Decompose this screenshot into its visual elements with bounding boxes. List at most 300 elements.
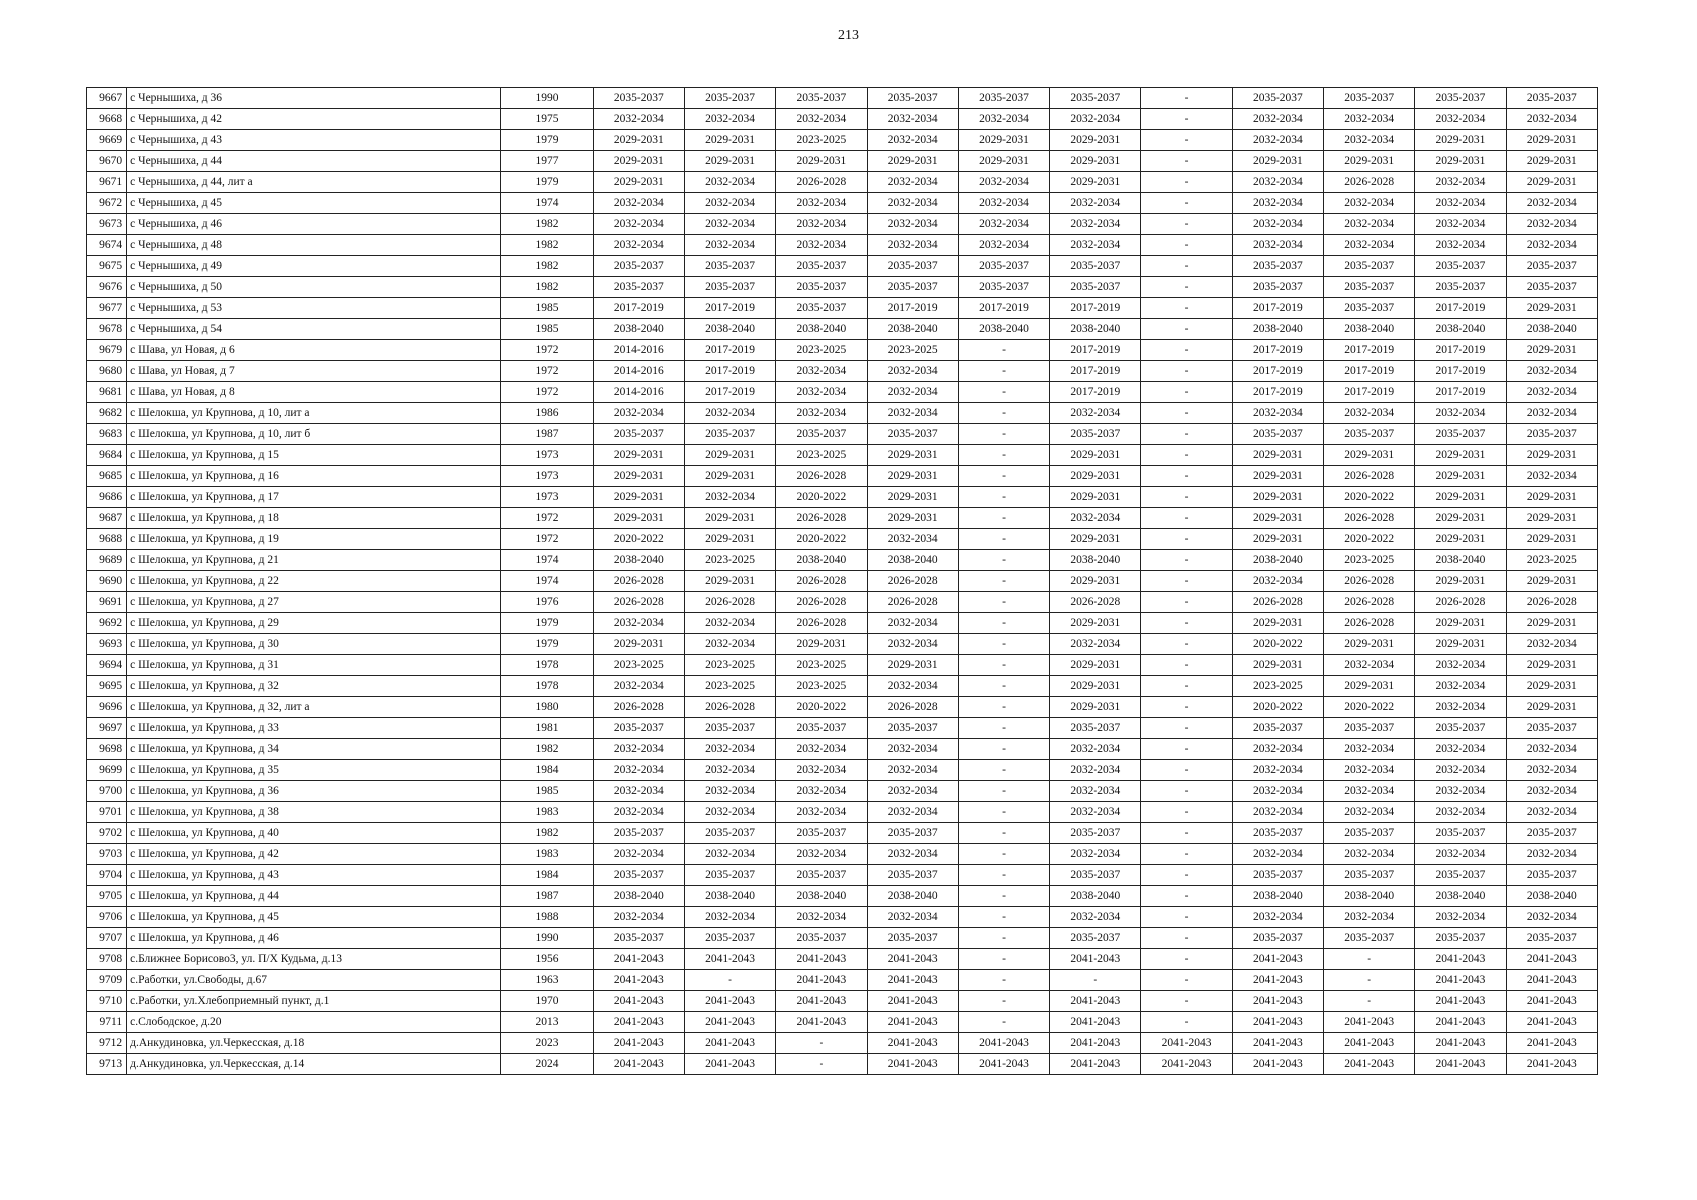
- cell-period-1: 2032-2034: [593, 781, 684, 802]
- cell-address: с Шелокша, ул Крупнова, д 19: [127, 529, 501, 550]
- cell-row-number: 9705: [87, 886, 127, 907]
- cell-period-10: 2032-2034: [1415, 907, 1506, 928]
- cell-address: с Шелокша, ул Крупнова, д 31: [127, 655, 501, 676]
- cell-period-6: 2032-2034: [1050, 634, 1141, 655]
- cell-period-2: 2032-2034: [684, 109, 775, 130]
- cell-period-9: 2026-2028: [1324, 613, 1415, 634]
- cell-period-1: 2017-2019: [593, 298, 684, 319]
- cell-period-9: 2032-2034: [1324, 403, 1415, 424]
- cell-period-9: 2029-2031: [1324, 445, 1415, 466]
- cell-period-10: 2041-2043: [1415, 1012, 1506, 1033]
- cell-period-2: 2032-2034: [684, 193, 775, 214]
- cell-period-7: -: [1141, 550, 1232, 571]
- cell-period-6: 2035-2037: [1050, 88, 1141, 109]
- cell-period-9: 2035-2037: [1324, 865, 1415, 886]
- cell-row-number: 9708: [87, 949, 127, 970]
- cell-period-8: 2032-2034: [1232, 739, 1323, 760]
- cell-period-3: 2032-2034: [776, 907, 867, 928]
- table-row: [87, 1054, 1598, 1075]
- table-row: [87, 130, 1598, 151]
- cell-period-11: 2035-2037: [1506, 718, 1597, 739]
- cell-period-8: 2032-2034: [1232, 403, 1323, 424]
- cell-period-5: 2029-2031: [958, 151, 1049, 172]
- cell-row-number: 9707: [87, 928, 127, 949]
- cell-period-6: 2032-2034: [1050, 193, 1141, 214]
- cell-period-3: 2035-2037: [776, 277, 867, 298]
- cell-period-7: -: [1141, 529, 1232, 550]
- cell-period-5: -: [958, 991, 1049, 1012]
- cell-period-5: -: [958, 781, 1049, 802]
- cell-period-7: -: [1141, 718, 1232, 739]
- cell-period-3: 2026-2028: [776, 466, 867, 487]
- cell-period-1: 2041-2043: [593, 991, 684, 1012]
- cell-address: с Шелокша, ул Крупнова, д 10, лит а: [127, 403, 501, 424]
- cell-year: 1986: [501, 403, 593, 424]
- cell-row-number: 9688: [87, 529, 127, 550]
- cell-period-10: 2038-2040: [1415, 319, 1506, 340]
- cell-period-11: 2041-2043: [1506, 1033, 1597, 1054]
- cell-period-9: 2017-2019: [1324, 361, 1415, 382]
- cell-period-10: 2041-2043: [1415, 949, 1506, 970]
- cell-period-10: 2032-2034: [1415, 760, 1506, 781]
- cell-period-8: 2035-2037: [1232, 88, 1323, 109]
- cell-period-8: 2041-2043: [1232, 1054, 1323, 1075]
- cell-period-5: -: [958, 697, 1049, 718]
- cell-period-2: 2032-2034: [684, 781, 775, 802]
- cell-period-5: 2035-2037: [958, 256, 1049, 277]
- cell-year: 1979: [501, 172, 593, 193]
- cell-year: 1973: [501, 466, 593, 487]
- cell-period-7: -: [1141, 1012, 1232, 1033]
- cell-year: 1982: [501, 256, 593, 277]
- cell-period-5: -: [958, 739, 1049, 760]
- cell-year: 1978: [501, 655, 593, 676]
- cell-row-number: 9673: [87, 214, 127, 235]
- cell-period-6: 2029-2031: [1050, 613, 1141, 634]
- cell-period-1: 2026-2028: [593, 697, 684, 718]
- cell-period-9: 2032-2034: [1324, 193, 1415, 214]
- cell-period-7: -: [1141, 88, 1232, 109]
- cell-address: с Чернышиха, д 46: [127, 214, 501, 235]
- cell-period-2: 2041-2043: [684, 991, 775, 1012]
- cell-period-8: 2032-2034: [1232, 907, 1323, 928]
- cell-period-3: 2026-2028: [776, 508, 867, 529]
- cell-period-9: 2029-2031: [1324, 634, 1415, 655]
- cell-period-8: 2029-2031: [1232, 487, 1323, 508]
- cell-period-1: 2041-2043: [593, 949, 684, 970]
- cell-period-3: 2020-2022: [776, 697, 867, 718]
- cell-year: 1972: [501, 529, 593, 550]
- cell-period-1: 2035-2037: [593, 823, 684, 844]
- cell-period-10: 2032-2034: [1415, 193, 1506, 214]
- cell-period-8: 2035-2037: [1232, 718, 1323, 739]
- cell-period-1: 2014-2016: [593, 361, 684, 382]
- cell-period-10: 2041-2043: [1415, 1033, 1506, 1054]
- cell-year: 1972: [501, 340, 593, 361]
- cell-period-1: 2035-2037: [593, 277, 684, 298]
- cell-period-11: 2041-2043: [1506, 1054, 1597, 1075]
- cell-address: с Шелокша, ул Крупнова, д 22: [127, 571, 501, 592]
- cell-year: 1982: [501, 823, 593, 844]
- table-row: [87, 844, 1598, 865]
- table-row: [87, 949, 1598, 970]
- cell-period-1: 2029-2031: [593, 172, 684, 193]
- cell-row-number: 9686: [87, 487, 127, 508]
- cell-period-1: 2029-2031: [593, 445, 684, 466]
- cell-period-6: -: [1050, 970, 1141, 991]
- cell-period-1: 2032-2034: [593, 760, 684, 781]
- cell-period-7: -: [1141, 256, 1232, 277]
- cell-year: 1973: [501, 487, 593, 508]
- cell-address: д.Анкудиновка, ул.Черкесская, д.14: [127, 1054, 501, 1075]
- table-row: [87, 634, 1598, 655]
- cell-period-2: 2035-2037: [684, 277, 775, 298]
- cell-period-3: 2026-2028: [776, 571, 867, 592]
- cell-row-number: 9685: [87, 466, 127, 487]
- cell-period-11: 2032-2034: [1506, 781, 1597, 802]
- cell-period-1: 2032-2034: [593, 214, 684, 235]
- cell-period-5: 2035-2037: [958, 88, 1049, 109]
- cell-year: 1972: [501, 361, 593, 382]
- cell-period-5: -: [958, 361, 1049, 382]
- cell-period-9: 2035-2037: [1324, 88, 1415, 109]
- cell-period-9: 2032-2034: [1324, 235, 1415, 256]
- page-number: 213: [838, 28, 859, 43]
- table-row: [87, 739, 1598, 760]
- cell-period-1: 2029-2031: [593, 130, 684, 151]
- cell-period-11: 2032-2034: [1506, 193, 1597, 214]
- cell-period-9: 2026-2028: [1324, 592, 1415, 613]
- cell-period-8: 2032-2034: [1232, 571, 1323, 592]
- cell-period-2: 2035-2037: [684, 718, 775, 739]
- cell-period-1: 2032-2034: [593, 403, 684, 424]
- cell-address: с Шелокша, ул Крупнова, д 36: [127, 781, 501, 802]
- cell-period-5: -: [958, 382, 1049, 403]
- cell-row-number: 9693: [87, 634, 127, 655]
- cell-period-1: 2038-2040: [593, 886, 684, 907]
- table-row: [87, 403, 1598, 424]
- cell-period-7: -: [1141, 466, 1232, 487]
- cell-period-10: 2029-2031: [1415, 613, 1506, 634]
- cell-period-4: 2032-2034: [867, 361, 958, 382]
- cell-row-number: 9697: [87, 718, 127, 739]
- cell-period-7: 2041-2043: [1141, 1054, 1232, 1075]
- cell-period-4: 2035-2037: [867, 823, 958, 844]
- cell-period-11: 2035-2037: [1506, 256, 1597, 277]
- cell-period-9: 2035-2037: [1324, 298, 1415, 319]
- cell-period-5: 2032-2034: [958, 214, 1049, 235]
- cell-row-number: 9700: [87, 781, 127, 802]
- cell-period-7: -: [1141, 970, 1232, 991]
- cell-period-10: 2017-2019: [1415, 298, 1506, 319]
- cell-address: с Чернышиха, д 49: [127, 256, 501, 277]
- cell-period-1: 2035-2037: [593, 718, 684, 739]
- cell-period-4: 2029-2031: [867, 151, 958, 172]
- cell-period-9: 2032-2034: [1324, 214, 1415, 235]
- cell-address: с Шелокша, ул Крупнова, д 15: [127, 445, 501, 466]
- cell-period-11: 2032-2034: [1506, 739, 1597, 760]
- cell-period-2: 2032-2034: [684, 403, 775, 424]
- cell-period-11: 2029-2031: [1506, 130, 1597, 151]
- cell-row-number: 9678: [87, 319, 127, 340]
- cell-period-9: 2029-2031: [1324, 676, 1415, 697]
- cell-period-5: 2035-2037: [958, 277, 1049, 298]
- cell-period-8: 2029-2031: [1232, 508, 1323, 529]
- cell-period-10: 2029-2031: [1415, 487, 1506, 508]
- cell-row-number: 9674: [87, 235, 127, 256]
- cell-period-4: 2032-2034: [867, 382, 958, 403]
- cell-period-7: -: [1141, 361, 1232, 382]
- cell-period-7: -: [1141, 634, 1232, 655]
- cell-period-6: 2032-2034: [1050, 844, 1141, 865]
- cell-period-10: 2032-2034: [1415, 844, 1506, 865]
- cell-period-6: 2029-2031: [1050, 466, 1141, 487]
- cell-period-1: 2014-2016: [593, 382, 684, 403]
- cell-period-8: 2035-2037: [1232, 865, 1323, 886]
- cell-period-11: 2032-2034: [1506, 802, 1597, 823]
- cell-period-6: 2038-2040: [1050, 886, 1141, 907]
- cell-row-number: 9706: [87, 907, 127, 928]
- cell-period-3: 2032-2034: [776, 382, 867, 403]
- cell-period-4: 2041-2043: [867, 1054, 958, 1075]
- cell-period-2: 2035-2037: [684, 865, 775, 886]
- table-row: [87, 445, 1598, 466]
- cell-period-1: 2035-2037: [593, 865, 684, 886]
- cell-period-9: 2026-2028: [1324, 466, 1415, 487]
- cell-year: 1983: [501, 802, 593, 823]
- table-row: [87, 550, 1598, 571]
- cell-period-3: -: [776, 1033, 867, 1054]
- cell-period-7: -: [1141, 151, 1232, 172]
- cell-period-11: 2041-2043: [1506, 970, 1597, 991]
- cell-period-2: 2029-2031: [684, 466, 775, 487]
- table-row: [87, 151, 1598, 172]
- cell-period-7: -: [1141, 655, 1232, 676]
- cell-year: 1982: [501, 235, 593, 256]
- cell-period-7: -: [1141, 424, 1232, 445]
- cell-year: 1985: [501, 298, 593, 319]
- cell-period-1: 2014-2016: [593, 340, 684, 361]
- cell-year: 2013: [501, 1012, 593, 1033]
- cell-period-6: 2029-2031: [1050, 529, 1141, 550]
- cell-period-3: 2035-2037: [776, 928, 867, 949]
- cell-period-5: -: [958, 844, 1049, 865]
- cell-address: с Чернышиха, д 44: [127, 151, 501, 172]
- cell-period-11: 2035-2037: [1506, 823, 1597, 844]
- cell-period-10: 2035-2037: [1415, 424, 1506, 445]
- cell-address: с Шелокша, ул Крупнова, д 34: [127, 739, 501, 760]
- cell-period-4: 2026-2028: [867, 592, 958, 613]
- cell-address: с Чернышиха, д 44, лит а: [127, 172, 501, 193]
- cell-period-7: -: [1141, 109, 1232, 130]
- cell-period-11: 2032-2034: [1506, 403, 1597, 424]
- cell-row-number: 9676: [87, 277, 127, 298]
- cell-period-4: 2026-2028: [867, 697, 958, 718]
- cell-period-3: 2026-2028: [776, 613, 867, 634]
- table-row: [87, 802, 1598, 823]
- cell-address: с Шелокша, ул Крупнова, д 32: [127, 676, 501, 697]
- cell-period-2: 2017-2019: [684, 382, 775, 403]
- cell-period-5: -: [958, 403, 1049, 424]
- cell-row-number: 9667: [87, 88, 127, 109]
- cell-period-10: 2035-2037: [1415, 823, 1506, 844]
- cell-period-7: -: [1141, 949, 1232, 970]
- cell-period-5: -: [958, 508, 1049, 529]
- cell-address: с Шелокша, ул Крупнова, д 43: [127, 865, 501, 886]
- cell-period-4: 2035-2037: [867, 928, 958, 949]
- cell-period-5: -: [958, 445, 1049, 466]
- cell-period-9: 2032-2034: [1324, 760, 1415, 781]
- cell-address: с Шелокша, ул Крупнова, д 16: [127, 466, 501, 487]
- cell-period-11: 2029-2031: [1506, 172, 1597, 193]
- cell-period-3: 2035-2037: [776, 88, 867, 109]
- cell-row-number: 9699: [87, 760, 127, 781]
- cell-period-1: 2035-2037: [593, 88, 684, 109]
- cell-period-2: 2032-2034: [684, 235, 775, 256]
- cell-period-7: -: [1141, 844, 1232, 865]
- cell-period-3: 2032-2034: [776, 802, 867, 823]
- cell-period-11: 2029-2031: [1506, 697, 1597, 718]
- cell-period-6: 2035-2037: [1050, 823, 1141, 844]
- cell-period-10: 2032-2034: [1415, 214, 1506, 235]
- cell-period-2: 2035-2037: [684, 928, 775, 949]
- cell-period-5: -: [958, 886, 1049, 907]
- cell-period-11: 2035-2037: [1506, 277, 1597, 298]
- cell-period-5: 2029-2031: [958, 130, 1049, 151]
- cell-period-4: 2029-2031: [867, 487, 958, 508]
- cell-period-8: 2029-2031: [1232, 466, 1323, 487]
- cell-period-8: 2038-2040: [1232, 319, 1323, 340]
- cell-row-number: 9713: [87, 1054, 127, 1075]
- cell-address: с Шелокша, ул Крупнова, д 10, лит б: [127, 424, 501, 445]
- cell-period-7: -: [1141, 340, 1232, 361]
- cell-period-8: 2041-2043: [1232, 970, 1323, 991]
- cell-period-11: 2041-2043: [1506, 949, 1597, 970]
- cell-period-7: -: [1141, 403, 1232, 424]
- cell-period-2: 2041-2043: [684, 1054, 775, 1075]
- cell-period-8: 2020-2022: [1232, 697, 1323, 718]
- cell-period-4: 2041-2043: [867, 949, 958, 970]
- cell-period-9: 2035-2037: [1324, 928, 1415, 949]
- cell-period-11: 2029-2031: [1506, 487, 1597, 508]
- cell-period-4: 2032-2034: [867, 235, 958, 256]
- cell-period-9: 2020-2022: [1324, 487, 1415, 508]
- cell-period-5: -: [958, 613, 1049, 634]
- cell-period-7: -: [1141, 319, 1232, 340]
- cell-row-number: 9684: [87, 445, 127, 466]
- cell-period-3: 2023-2025: [776, 676, 867, 697]
- cell-period-4: 2029-2031: [867, 655, 958, 676]
- table-row: [87, 424, 1598, 445]
- cell-period-3: 2035-2037: [776, 256, 867, 277]
- cell-year: 1982: [501, 214, 593, 235]
- cell-period-11: 2023-2025: [1506, 550, 1597, 571]
- cell-period-10: 2029-2031: [1415, 508, 1506, 529]
- cell-year: 1988: [501, 907, 593, 928]
- cell-period-4: 2041-2043: [867, 1012, 958, 1033]
- cell-period-7: -: [1141, 697, 1232, 718]
- cell-year: 2023: [501, 1033, 593, 1054]
- cell-period-2: 2038-2040: [684, 886, 775, 907]
- cell-period-7: -: [1141, 130, 1232, 151]
- cell-period-9: 2017-2019: [1324, 340, 1415, 361]
- cell-period-9: 2035-2037: [1324, 718, 1415, 739]
- cell-period-5: 2041-2043: [958, 1033, 1049, 1054]
- cell-period-3: 2032-2034: [776, 193, 867, 214]
- cell-period-11: 2029-2031: [1506, 613, 1597, 634]
- cell-period-3: 2038-2040: [776, 550, 867, 571]
- cell-year: 1978: [501, 676, 593, 697]
- cell-period-9: 2023-2025: [1324, 550, 1415, 571]
- cell-period-4: 2032-2034: [867, 802, 958, 823]
- cell-period-11: 2032-2034: [1506, 214, 1597, 235]
- cell-period-7: -: [1141, 760, 1232, 781]
- cell-period-10: 2035-2037: [1415, 928, 1506, 949]
- cell-address: с Чернышиха, д 54: [127, 319, 501, 340]
- cell-period-4: 2017-2019: [867, 298, 958, 319]
- cell-period-10: 2035-2037: [1415, 865, 1506, 886]
- cell-period-2: 2032-2034: [684, 172, 775, 193]
- cell-period-8: 2035-2037: [1232, 277, 1323, 298]
- cell-period-4: 2032-2034: [867, 193, 958, 214]
- cell-period-2: 2029-2031: [684, 508, 775, 529]
- cell-period-1: 2029-2031: [593, 634, 684, 655]
- cell-period-2: 2017-2019: [684, 298, 775, 319]
- cell-year: 1973: [501, 445, 593, 466]
- cell-period-9: 2026-2028: [1324, 172, 1415, 193]
- cell-period-8: 2017-2019: [1232, 340, 1323, 361]
- cell-period-8: 2032-2034: [1232, 193, 1323, 214]
- cell-period-10: 2029-2031: [1415, 529, 1506, 550]
- cell-year: 1972: [501, 508, 593, 529]
- cell-period-11: 2032-2034: [1506, 760, 1597, 781]
- table-body: [87, 88, 1598, 1075]
- cell-period-4: 2032-2034: [867, 613, 958, 634]
- cell-year: 1982: [501, 277, 593, 298]
- cell-period-5: -: [958, 865, 1049, 886]
- cell-period-5: -: [958, 529, 1049, 550]
- cell-period-6: 2017-2019: [1050, 361, 1141, 382]
- cell-year: 2024: [501, 1054, 593, 1075]
- cell-period-3: 2035-2037: [776, 718, 867, 739]
- cell-row-number: 9680: [87, 361, 127, 382]
- cell-row-number: 9692: [87, 613, 127, 634]
- cell-address: с Чернышиха, д 36: [127, 88, 501, 109]
- cell-period-8: 2041-2043: [1232, 991, 1323, 1012]
- cell-period-9: 2032-2034: [1324, 109, 1415, 130]
- cell-period-2: 2032-2034: [684, 214, 775, 235]
- cell-period-3: 2041-2043: [776, 949, 867, 970]
- cell-period-10: 2041-2043: [1415, 1054, 1506, 1075]
- cell-period-11: 2035-2037: [1506, 865, 1597, 886]
- cell-period-4: 2035-2037: [867, 277, 958, 298]
- cell-period-4: 2032-2034: [867, 172, 958, 193]
- cell-period-8: 2035-2037: [1232, 823, 1323, 844]
- cell-period-10: 2032-2034: [1415, 655, 1506, 676]
- table-row: [87, 256, 1598, 277]
- cell-period-6: 2029-2031: [1050, 655, 1141, 676]
- cell-period-2: 2035-2037: [684, 256, 775, 277]
- cell-period-2: 2023-2025: [684, 655, 775, 676]
- cell-year: 1987: [501, 424, 593, 445]
- cell-year: 1977: [501, 151, 593, 172]
- cell-period-9: 2041-2043: [1324, 1033, 1415, 1054]
- cell-period-2: 2038-2040: [684, 319, 775, 340]
- cell-period-3: 2041-2043: [776, 1012, 867, 1033]
- cell-period-8: 2032-2034: [1232, 130, 1323, 151]
- cell-period-2: 2017-2019: [684, 361, 775, 382]
- cell-period-10: 2032-2034: [1415, 676, 1506, 697]
